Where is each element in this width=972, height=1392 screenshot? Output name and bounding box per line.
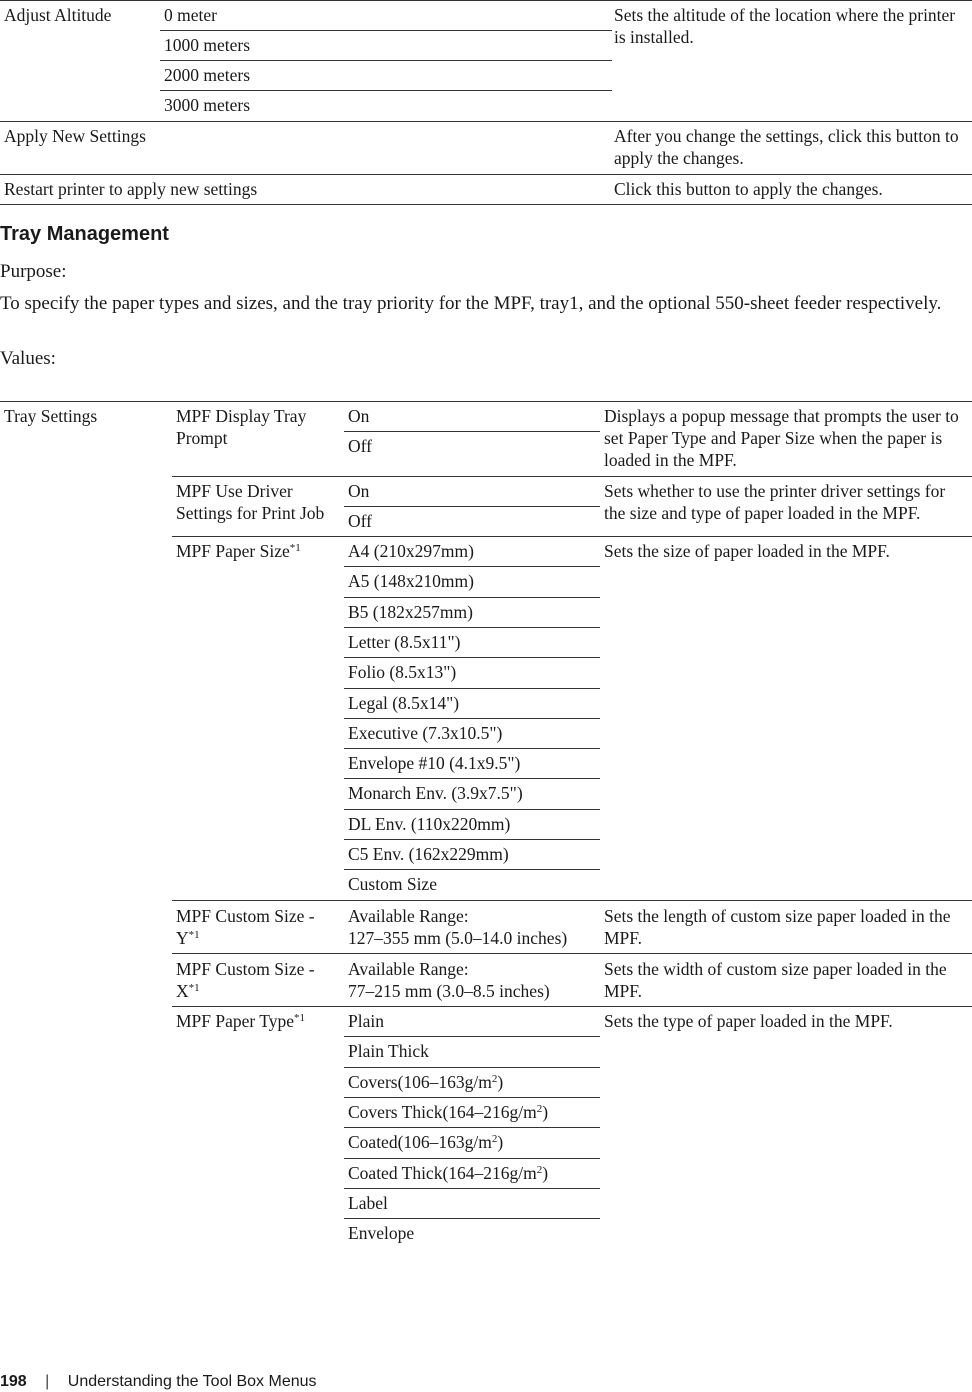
setting-name: MPF Custom Size - $Y^{*1}$ <box>176 906 315 948</box>
setting-option: $Covers(106-163g/m^2)$ <box>348 1071 504 1092</box>
range-label: Available Range: <box>348 959 469 979</box>
rule <box>344 809 600 810</box>
setting-option: Off <box>348 511 372 531</box>
setting-name: MPF Custom Size - $X^{*1}$ <box>176 959 315 1001</box>
setting-description: Sets the length of custom size paper loaded in the MPF. <box>604 906 951 948</box>
altitude-option: 1000 meters <box>164 35 251 55</box>
setting-option: Legal (8.5x14") <box>348 692 460 713</box>
footer-title: Understanding the Tool Box Menus <box>67 1373 317 1390</box>
rule <box>344 688 600 689</box>
page-number: 198 <box>0 1373 27 1390</box>
setting-option: Covers $Thick(164-216g/m^2)$ <box>348 1101 549 1122</box>
rule <box>172 536 972 537</box>
rule <box>0 0 972 1</box>
setting-option: Coated $Thick(164-216g/m^2)$ <box>348 1162 549 1183</box>
purpose-label: Purpose: <box>0 261 67 282</box>
footer-separator: | <box>45 1373 50 1390</box>
altitude-label: Adjust Altitude <box>4 5 112 25</box>
rule <box>344 431 600 432</box>
setting-option: $Coated(106-163g/m^2)$ <box>348 1132 504 1153</box>
setting-description: Sets the size of paper loaded in the MPF. <box>604 541 890 561</box>
setting-option: Envelope <box>348 1223 415 1244</box>
rule <box>344 778 600 779</box>
setting-option: On <box>348 481 370 501</box>
setting-option: A5 (148x210mm) <box>348 571 474 592</box>
setting-name: MPF Use Driver Settings for Print Job <box>176 481 325 523</box>
rule <box>344 718 600 719</box>
setting-option: B5 (182x257mm) <box>348 601 473 622</box>
rule <box>344 1097 600 1098</box>
altitude-option: 3000 meters <box>164 95 251 115</box>
setting-option: Off <box>348 436 372 456</box>
setting-option: Custom Size <box>348 874 437 895</box>
rule <box>344 1218 600 1219</box>
page-footer <box>0 1372 317 1392</box>
range-value: 77–215 mm (3.0–8.5 inches) <box>348 981 550 1001</box>
rule <box>344 1127 600 1128</box>
setting-description: Displays a popup message that prompts the user to set Paper Type and Paper Size when the paper is loaded in the MPF. <box>604 406 959 470</box>
setting-description: Sets the type of paper loaded in the MPF. <box>604 1011 893 1031</box>
rule <box>0 174 972 175</box>
setting-option: Folio (8.5x13") <box>348 662 457 683</box>
rule <box>160 30 612 31</box>
apply-new-settings-label: Apply New Settings <box>4 126 146 146</box>
setting-option: A4 (210x297mm) <box>348 541 474 561</box>
setting-option: Monarch Env. (3.9x7.5") <box>348 783 523 804</box>
section-title: Tray Management <box>0 223 169 245</box>
rule <box>0 121 972 122</box>
rule <box>344 506 600 507</box>
rule <box>344 627 600 628</box>
range-label: Available Range: <box>348 906 469 926</box>
setting-option: On <box>348 406 370 426</box>
setting-option: Envelope #10 (4.1x9.5") <box>348 753 521 774</box>
restart-printer-description: Click this button to apply the changes. <box>614 179 883 199</box>
setting-option: Plain Thick <box>348 1041 429 1062</box>
rule <box>344 597 600 598</box>
purpose-text: To specify the paper types and sizes, and the tray priority for the MPF, tray1, and the optional 550-sheet feeder respectively. <box>0 293 942 314</box>
setting-option: Label <box>348 1192 388 1213</box>
rule <box>172 900 972 901</box>
range-value: 127–355 mm (5.0–14.0 inches) <box>348 928 568 948</box>
rule <box>160 90 612 91</box>
tray-settings-label: Tray Settings <box>4 406 98 426</box>
rule <box>344 1036 600 1037</box>
setting-option: Plain <box>348 1011 384 1031</box>
rule <box>344 748 600 749</box>
setting-name: MPF Paper Size$^{*1}$ <box>176 541 301 561</box>
setting-option: DL Env. (110x220mm) <box>348 813 511 834</box>
rule <box>344 1188 600 1189</box>
setting-description: Sets the width of custom size paper loaded in the MPF. <box>604 959 947 1001</box>
altitude-option: 0 meter <box>164 5 217 25</box>
restart-printer-label: Restart printer to apply new settings <box>4 179 258 199</box>
rule <box>344 839 600 840</box>
rule <box>172 476 972 477</box>
rule <box>0 401 972 402</box>
rule <box>160 60 612 61</box>
rule <box>344 566 600 567</box>
apply-new-settings-description: After you change the settings, click this button to apply the changes. <box>614 126 959 168</box>
setting-name: MPF Paper Type$^{*1}$ <box>176 1011 306 1031</box>
rule <box>172 1006 972 1007</box>
altitude-option: 2000 meters <box>164 65 251 85</box>
setting-name: MPF Display Tray Prompt <box>176 406 307 448</box>
rule <box>172 953 972 954</box>
setting-option: Letter (8.5x11") <box>348 631 461 652</box>
rule <box>344 869 600 870</box>
values-label: Values: <box>0 348 56 369</box>
altitude-description: Sets the altitude of the location where the printer is installed. <box>614 5 956 47</box>
rule <box>344 1067 600 1068</box>
setting-option: C5 Env. (162x229mm) <box>348 844 509 864</box>
rule <box>344 1158 600 1159</box>
rule <box>344 657 600 658</box>
setting-description: Sets whether to use the printer driver settings for the size and type of paper loaded in the MPF. <box>604 481 946 523</box>
rule <box>0 204 972 205</box>
setting-option: Executive (7.3x10.5") <box>348 722 503 743</box>
